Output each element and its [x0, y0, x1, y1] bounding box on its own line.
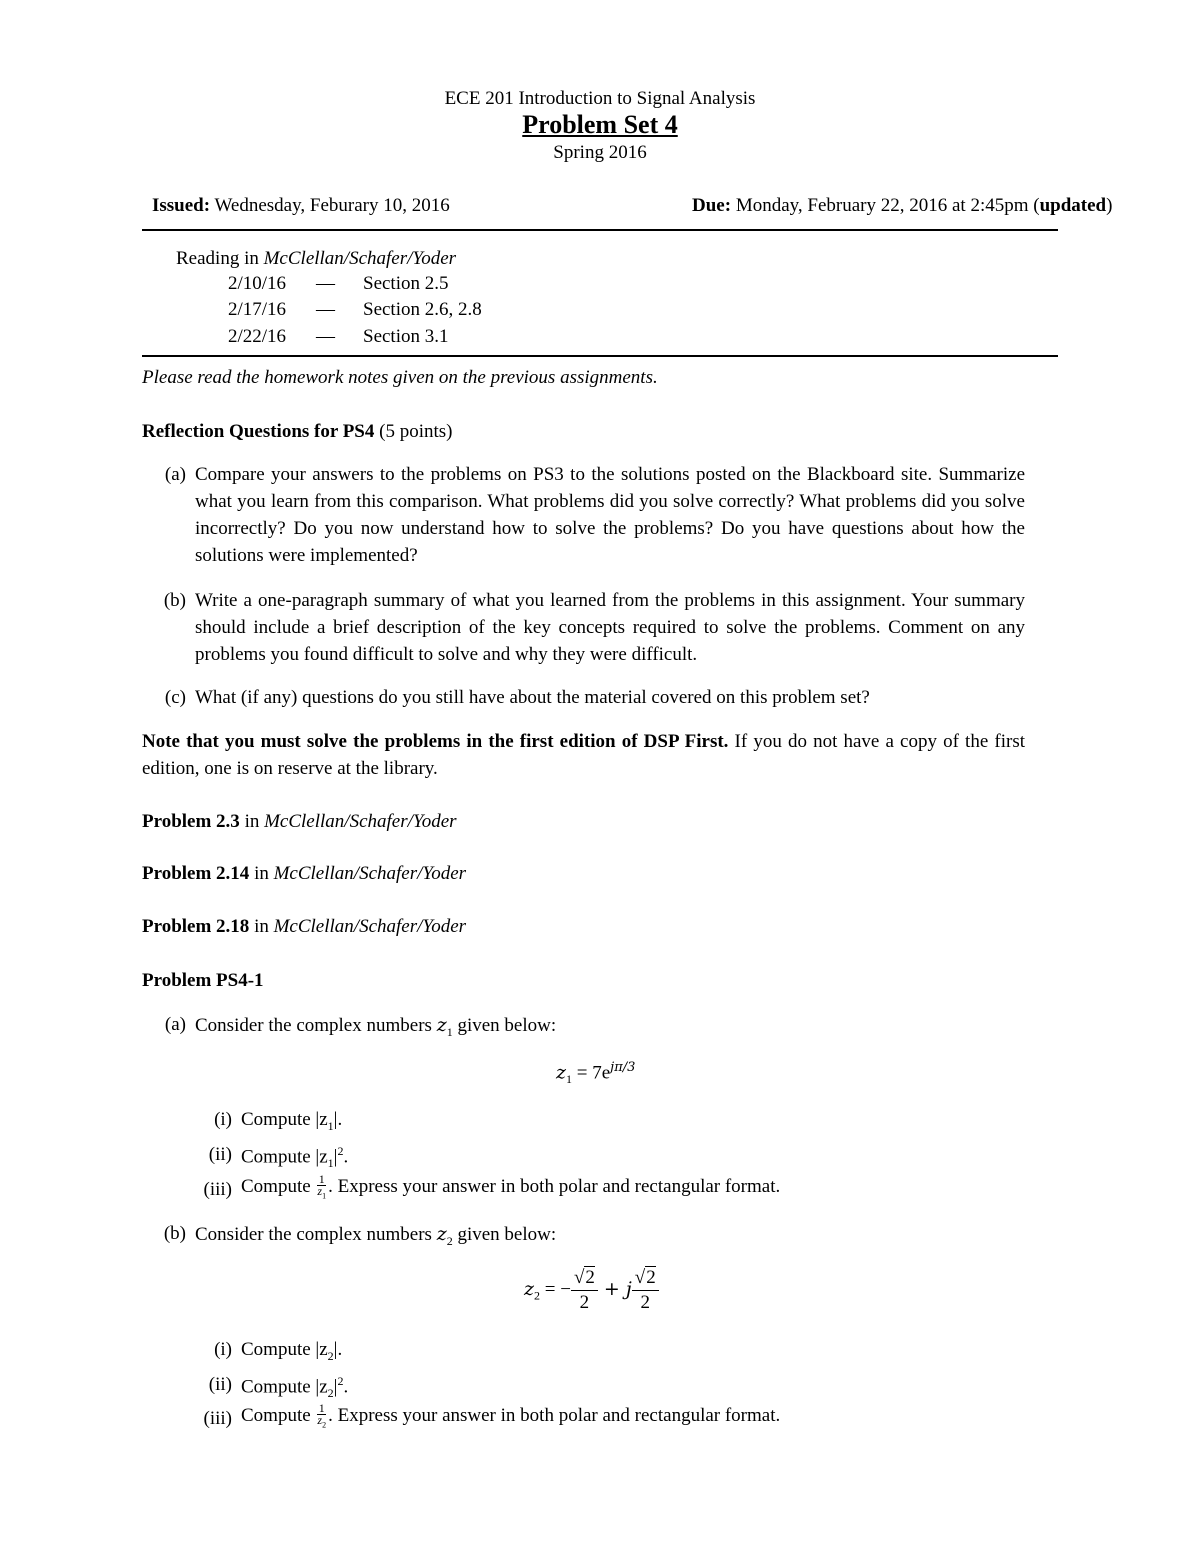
subpart-label: (i): [214, 1339, 232, 1360]
subpart-text: [241, 1374, 348, 1401]
reading-intro-text: Reading in: [176, 248, 264, 269]
eq-rhs: = 7e: [572, 1062, 611, 1084]
subpart-label: (ii): [208, 1144, 232, 1165]
edition-note: [142, 728, 1025, 782]
reading-dash: —: [316, 326, 335, 347]
divider-bottom: [142, 355, 1058, 357]
part-a-text: [195, 1014, 556, 1040]
reflection-points: (5 points): [374, 421, 453, 442]
eq-exponent: jπ/3: [610, 1060, 636, 1075]
list-item-label: (b): [163, 590, 186, 611]
part-text: Consider the complex numbers: [195, 1224, 437, 1245]
subpart-text: [241, 1144, 348, 1171]
ps4-1-heading: Problem PS4-1: [142, 970, 264, 991]
problem-book: McClellan/Schafer/Yoder: [273, 916, 467, 937]
part-b-text: [195, 1223, 556, 1249]
due-date: Monday, February 22, 2016 at 2:45pm (: [735, 195, 1040, 216]
subscript: 2: [327, 1386, 334, 1401]
subpart-body: Compute |z: [241, 1146, 328, 1168]
reading-book: McClellan/Schafer/Yoder: [263, 248, 457, 269]
due-label: Due:: [692, 195, 732, 216]
homework-notes: Please read the homework notes given on the previous assignments.: [142, 367, 658, 388]
reading-section: Section 3.1: [363, 326, 449, 347]
reading-date: 2/10/16: [228, 273, 287, 294]
reading-date: 2/22/16: [228, 326, 287, 347]
fraction-denominator: [317, 1415, 326, 1430]
subpart-label: (ii): [208, 1374, 232, 1395]
page-title: Problem Set 4: [522, 110, 678, 139]
problem-heading: [142, 916, 466, 938]
eq-subscript: 1: [566, 1072, 573, 1087]
subscript: 1: [327, 1118, 334, 1133]
fraction: [571, 1266, 598, 1315]
subpart-label: (iii): [203, 1408, 232, 1429]
subpart-text: [241, 1174, 780, 1201]
subscript: 2: [446, 1233, 453, 1248]
subpart-body: Compute: [241, 1176, 316, 1198]
due-line: [692, 195, 1112, 217]
part-text: Consider the complex numbers: [195, 1015, 437, 1036]
course-title: ECE 201 Introduction to Signal Analysis: [444, 88, 756, 109]
subpart-body: Compute |z: [241, 1339, 328, 1360]
subpart-tail: |.: [333, 1339, 343, 1360]
eq-equals: = −: [540, 1278, 571, 1300]
subpart-text: [241, 1109, 342, 1134]
subpart-tail: |: [333, 1376, 338, 1398]
issued-label: Issued:: [152, 195, 211, 216]
frac-den-sub: 1: [322, 1191, 327, 1201]
fraction-denominator: [317, 1186, 326, 1201]
equation-z2: [524, 1266, 659, 1315]
part-label: (b): [163, 1223, 186, 1244]
reading-row: [228, 299, 286, 321]
problem-in: in: [249, 916, 274, 937]
sqrt-radicand: 2: [646, 1267, 656, 1288]
subpart-label: (i): [214, 1109, 232, 1130]
reading-section: Section 2.6, 2.8: [363, 299, 482, 320]
subscript: 2: [327, 1348, 334, 1363]
fraction-numerator: √2: [571, 1266, 598, 1291]
due-updated: updated: [1039, 195, 1107, 216]
issued-line: [152, 195, 450, 217]
subscript: 1: [327, 1156, 334, 1171]
equation-z1: [556, 1060, 635, 1087]
problem-book: McClellan/Schafer/Yoder: [273, 863, 467, 884]
reading-dash: —: [316, 299, 335, 320]
frac-den-sub: 2: [322, 1420, 327, 1430]
list-item-label: (a): [164, 464, 186, 485]
subpart-tail: . Express your answer in both polar and rectangular format.: [328, 1176, 781, 1198]
fraction-numerator: 1: [318, 1401, 325, 1415]
subpart-end: .: [343, 1376, 349, 1398]
fraction-numerator: √2: [632, 1266, 659, 1291]
fraction: [317, 1403, 326, 1430]
eq-plus-j: + j: [597, 1277, 632, 1300]
fraction: [632, 1266, 659, 1315]
reading-row: [228, 273, 286, 295]
sqrt-radicand: 2: [585, 1267, 595, 1288]
problem-label: Problem 2.14: [142, 863, 250, 884]
subpart-tail: |.: [333, 1109, 343, 1130]
reflection-item-a: Compare your answers to the problems on PS3 to the solutions posted on the Blackboard site. Summarize what you learn from this comparison. What problems did you solve correctly? What problems did you solve incorrectly? Do you now understand how to solve the problems? Do you have questions about how the solutions were implemented?: [195, 464, 1025, 566]
reflection-item-b: Write a one-paragraph summary of what you learned from the problems in this assignment. Your summary should include a brief description of the key concepts required to solve the problems. Comment on any problems you found difficult to solve and why they were difficult.: [195, 590, 1025, 665]
reflection-title: Reflection Questions for PS4: [142, 421, 375, 442]
eq-var: z: [556, 1061, 567, 1084]
superscript: 2: [337, 1144, 344, 1158]
issued-date: Wednesday, Feburary 10, 2016: [214, 195, 450, 216]
subpart-tail: |: [333, 1146, 338, 1168]
subpart-body: Compute |z: [241, 1109, 328, 1130]
divider-top: [142, 229, 1058, 231]
reading-section: Section 2.5: [363, 273, 449, 294]
var: z: [436, 1014, 447, 1036]
fraction-denominator: 2: [579, 1292, 590, 1313]
subpart-tail: . Express your answer in both polar and rectangular format.: [328, 1405, 781, 1427]
eq-subscript: 2: [534, 1288, 541, 1303]
frac-den-var: z: [317, 1184, 323, 1198]
fraction-numerator: 1: [318, 1172, 325, 1186]
subpart-body: Compute: [241, 1405, 316, 1427]
edition-note-bold: Note that you must solve the problems in the first edition of DSP First.: [142, 731, 729, 752]
due-close: ): [1106, 195, 1113, 216]
superscript: 2: [337, 1374, 344, 1388]
reflection-heading: [142, 421, 453, 443]
reading-date: 2/17/16: [228, 299, 287, 320]
subscript: 1: [446, 1024, 453, 1039]
problem-in: in: [249, 863, 274, 884]
var: z: [436, 1223, 447, 1245]
subpart-text: [241, 1403, 780, 1430]
subpart-body: Compute |z: [241, 1376, 328, 1398]
reading-dash: —: [316, 273, 335, 294]
problem-book: McClellan/Schafer/Yoder: [264, 811, 457, 832]
subpart-end: .: [343, 1146, 349, 1168]
reading-row: [228, 326, 286, 348]
part-text: given below:: [452, 1224, 557, 1245]
part-text: given below:: [452, 1015, 557, 1036]
reflection-item-c: What (if any) questions do you still have about the material covered on this problem set?: [195, 687, 870, 708]
problem-heading: [142, 863, 466, 885]
problem-label: Problem 2.18: [142, 916, 250, 937]
problem-heading: [142, 811, 457, 833]
fraction-denominator: 2: [640, 1292, 650, 1313]
subpart-label: (iii): [203, 1179, 232, 1200]
problem-label: Problem 2.3: [142, 811, 240, 832]
term: Spring 2016: [553, 142, 647, 163]
part-label: (a): [164, 1014, 186, 1035]
frac-den-var: z: [317, 1413, 323, 1427]
problem-in: in: [239, 811, 265, 832]
edition-note-text: If you do not have a copy of the first edition, one is on reserve at the library.: [142, 731, 1025, 779]
reading-intro: [176, 248, 456, 270]
list-item-label: (c): [164, 687, 186, 708]
fraction: [317, 1174, 326, 1201]
subpart-text: [241, 1339, 342, 1364]
eq-var: z: [524, 1277, 535, 1300]
